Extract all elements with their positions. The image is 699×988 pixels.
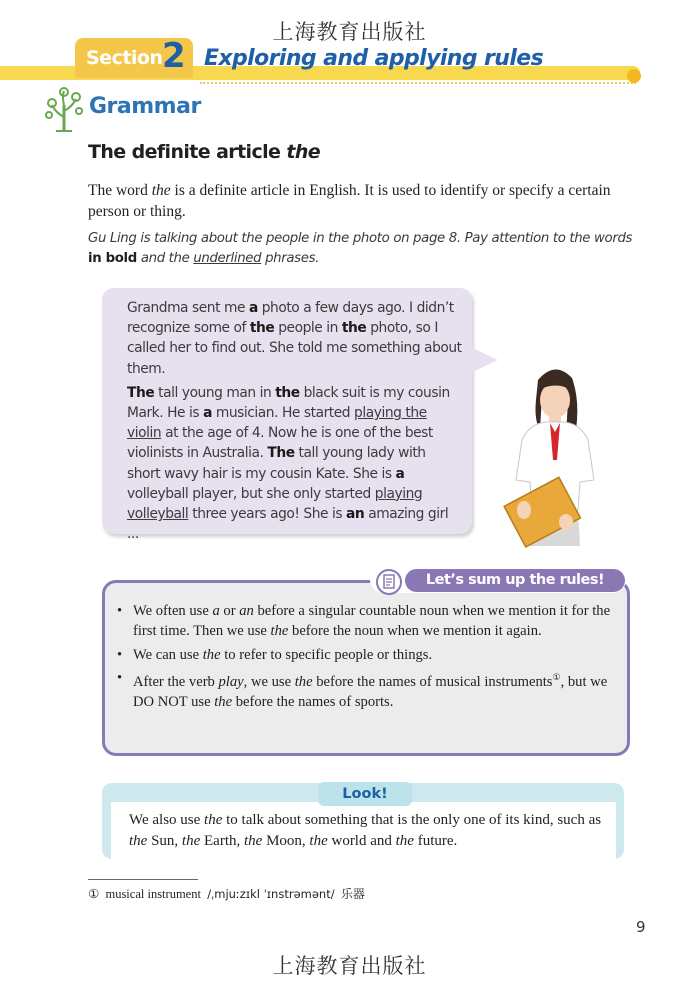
instruction-text: phrases. — [261, 251, 320, 266]
section-title: Exploring and applying rules — [204, 46, 544, 71]
section-end-dot — [627, 69, 641, 83]
topic-title-prefix: The definite article — [88, 141, 287, 163]
footnote-number: ① — [88, 886, 100, 901]
bubble-paragraph: Grandma sent me a photo a few days ago. I didn’t recognize some of the people in the photo, so I called her to find out. She told me something about them. — [127, 300, 462, 377]
grammar-heading: Grammar — [89, 94, 201, 119]
instruction-text: Gu Ling is talking about the people in the photo on page 8. Pay attention to the words — [88, 231, 633, 246]
bubble-paragraph: The tall young man in the black suit is my cousin Mark. He is a musician. He started playing the violin at the age of 4. Now he is one of the best violinists in Australia. The tall young lady with short wavy hair is my cousin Kate. She is a volleyball player, but she only started playing volleyball three years ago! She is an amazing girl ... — [127, 384, 450, 543]
document-icon — [376, 569, 402, 595]
topic-title-term: the — [286, 141, 321, 163]
instruction-bold: in bold — [88, 251, 137, 266]
intro-term: the — [151, 182, 171, 199]
footnote-term: musical instrument — [105, 887, 201, 901]
topic-title — [88, 141, 320, 163]
intro-text: is a definite article in English. It is used to identify or specify a certain person or thing. — [88, 182, 611, 220]
publisher-watermark-bottom: 上海教育出版社 — [272, 954, 427, 978]
rule-item: • After the verb play, we use the before the names of musical instruments①, but we DO NOT use the before the names of sports. — [117, 669, 608, 711]
intro-paragraph — [88, 180, 628, 222]
bullet: • — [117, 669, 123, 686]
publisher-watermark-top: 上海教育出版社 — [272, 20, 427, 44]
footnote-marker: ① — [552, 672, 561, 683]
intro-text: The word — [88, 182, 152, 199]
speech-bubble-tail — [468, 346, 498, 374]
instruction-underlined: underlined — [193, 251, 262, 266]
section-number: 2 — [162, 36, 186, 76]
student-girl-illustration — [500, 360, 610, 550]
look-label: Look! — [342, 786, 388, 802]
footnote-translation: 乐器 — [340, 887, 365, 901]
rule-item: • We can use the to refer to specific people or things. — [117, 645, 612, 665]
instruction-paragraph — [88, 229, 633, 269]
speech-bubble-text — [127, 298, 462, 548]
footnote — [88, 885, 365, 902]
tree-icon — [44, 87, 84, 133]
section-divider-dots — [200, 82, 636, 84]
rules-list — [117, 601, 612, 715]
look-text: We also use the to talk about something that is the only one of its kind, such as the Sun, the Earth, the Moon, the world and the future. — [129, 812, 602, 849]
bullet: • — [117, 603, 123, 619]
bullet: • — [117, 646, 123, 663]
section-label: Section — [86, 47, 163, 69]
footnote-divider — [88, 879, 198, 880]
rules-heading: Let’s sum up the rules! — [425, 572, 605, 588]
footnote-phonetic: /ˌmjuːzɪkl ˈɪnstrəmənt/ — [207, 887, 335, 901]
instruction-text: and the — [136, 251, 194, 266]
rule-item: • We often use a or an before a singular countable noun when we mention it for the first time. Then we use the before the noun when we mention it again. — [117, 603, 611, 640]
page-number: 9 — [636, 918, 646, 936]
